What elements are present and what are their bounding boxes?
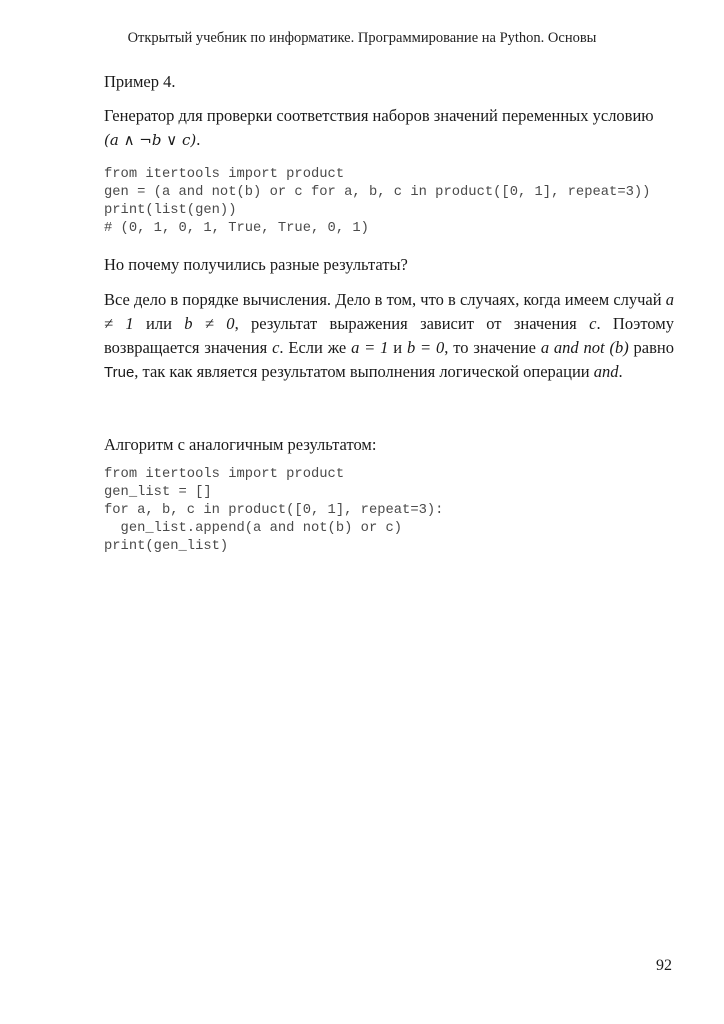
explanation-math: a and not (b) [540,338,629,357]
explanation-math: c [272,338,280,357]
explanation-text: . Поэтому возвращается значения [104,314,674,357]
explanation-text: . Если же [279,338,352,357]
example-title: Пример 4. [104,72,176,91]
code-line: # (0, 1, 0, 1, True, True, 0, 1) [104,221,369,236]
explanation-math: c [589,314,597,333]
explanation-math: a ≠ 1 [104,290,674,333]
code-line: for a, b, c in product([0, 1], repeat=3): [104,503,444,518]
explanation-text: и [388,338,407,357]
code-block-generator [104,166,674,238]
page-content [104,70,674,556]
code-line: print(list(gen)) [104,203,237,218]
explanation-paragraph [104,288,674,385]
explanation-math: b ≠ 0 [184,314,235,333]
page-number: 92 [656,957,672,974]
code-line: print(gen_list) [104,539,229,554]
code-line: gen_list = [] [104,485,212,500]
intro-paragraph [104,104,674,152]
explanation-text: или [133,314,185,333]
code-line: from itertools import product [104,467,345,482]
code-line: from itertools import product [104,167,345,182]
explanation-text: . [618,362,623,381]
explanation-math: and [593,362,619,381]
explanation-keyword-true: True [104,364,135,381]
code-block-list [104,466,674,556]
explanation-math: a = 1 [351,338,389,357]
explanation-text: , так как является результатом выполнения логической операции [134,362,594,381]
intro-period: . [196,130,201,149]
explanation-text: равно [628,338,674,357]
algorithm-label: Алгоритм с аналогичным результатом: [104,435,377,454]
explanation-math: b = 0 [406,338,445,357]
explanation-text: , результат выражения зависит от значения [234,314,590,333]
code-line: gen_list.append(a and not(b) or c) [104,521,403,536]
explanation-text: Все дело в порядке вычисления. Дело в том, что в случаях, когда имеем случай [104,290,666,309]
question-text: Но почему получились разные результаты? [104,255,408,274]
intro-text: Генератор для проверки соответствия наборов значений переменных условию [104,106,654,125]
code-line: gen = (a and not(b) or c for a, b, c in product([0, 1], repeat=3)) [104,185,651,200]
explanation-text: , то значение [444,338,541,357]
intro-formula: (a ∧ ¬b ∨ c) [104,131,197,149]
running-header: Открытый учебник по информатике. Программирование на Python. Основы [127,30,597,46]
